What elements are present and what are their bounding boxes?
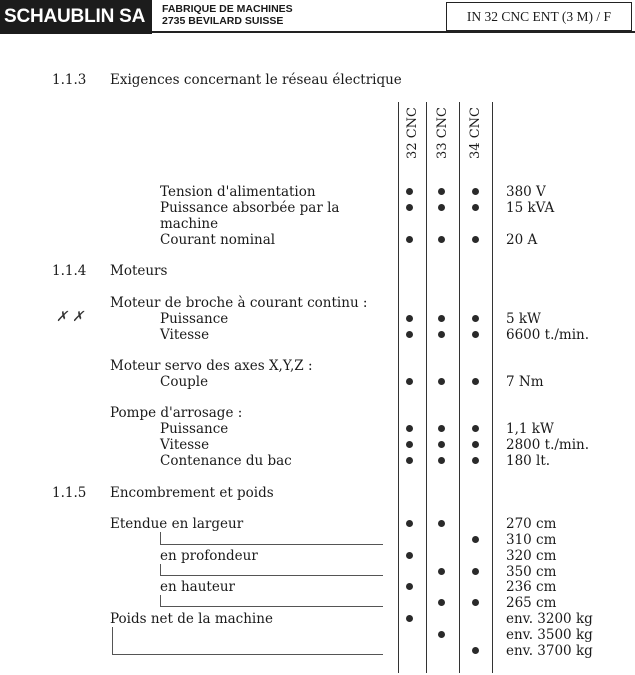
row-value: 6600 t./min. [506, 327, 590, 343]
availability-dot [472, 536, 479, 543]
availability-dot [438, 441, 445, 448]
group-title: Moteur servo des axes X,Y,Z : [110, 358, 313, 374]
section-title: Encombrement et poids [110, 485, 274, 501]
row-label: Puissance [160, 421, 229, 437]
address-line-2: 2735 BEVILARD SUISSE [162, 15, 284, 27]
dimension-bracket [112, 627, 383, 655]
row-value: 320 cm [506, 548, 557, 564]
section-title: Moteurs [110, 263, 168, 279]
group-title: Pompe d'arrosage : [110, 405, 243, 421]
row-label: Courant nominal [160, 232, 276, 248]
availability-dot [438, 568, 445, 575]
company-logo: SCHAUBLIN SA [0, 0, 152, 34]
availability-dot [438, 425, 445, 432]
header-rule [152, 31, 635, 33]
section-number: 1.1.4 [52, 263, 87, 279]
availability-dot [472, 236, 479, 243]
availability-dot [438, 204, 445, 211]
availability-dot [472, 188, 479, 195]
row-label: Puissance absorbée par la [160, 200, 340, 216]
availability-dot [406, 583, 413, 590]
availability-dot [406, 315, 413, 322]
document-reference: IN 32 CNC ENT (3 M) / F [446, 2, 632, 31]
row-value: env. 3500 kg [506, 627, 593, 643]
availability-dot [406, 441, 413, 448]
row-value: 2800 t./min. [506, 437, 590, 453]
availability-dot [406, 615, 413, 622]
availability-dot [438, 457, 445, 464]
row-value: 15 kVA [506, 200, 555, 216]
row-label: Vitesse [160, 327, 210, 343]
row-label: en hauteur [160, 579, 235, 595]
availability-dot [472, 647, 479, 654]
row-value: 180 lt. [506, 453, 551, 469]
availability-dot [438, 378, 445, 385]
availability-dot [438, 599, 445, 606]
handwritten-mark: ✗ ✗ [56, 309, 84, 325]
availability-dot [438, 631, 445, 638]
row-value: 310 cm [506, 532, 557, 548]
availability-dot [406, 457, 413, 464]
row-value: env. 3200 kg [506, 611, 593, 627]
availability-dot [406, 236, 413, 243]
dimension-bracket [160, 595, 383, 607]
section-number: 1.1.5 [52, 485, 87, 501]
availability-dot [472, 204, 479, 211]
row-label: Poids net de la machine [110, 611, 273, 627]
column-label-32cnc: 32 CNC [404, 107, 420, 159]
column-label-34cnc: 34 CNC [467, 107, 483, 159]
address-line-1: FABRIQUE DE MACHINES [162, 3, 293, 15]
availability-dot [406, 378, 413, 385]
row-value: 5 kW [506, 311, 541, 327]
row-value: 350 cm [506, 564, 557, 580]
availability-dot [406, 552, 413, 559]
row-value: 7 Nm [506, 374, 544, 390]
availability-dot [406, 425, 413, 432]
row-label: Puissance [160, 311, 229, 327]
section-title: Exigences concernant le réseau électrique [110, 72, 402, 88]
row-label: machine [160, 216, 219, 232]
column-divider [459, 102, 460, 673]
row-label: en profondeur [160, 548, 258, 564]
availability-dot [472, 315, 479, 322]
row-value: env. 3700 kg [506, 643, 593, 659]
row-value: 236 cm [506, 579, 557, 595]
row-label: Tension d'alimentation [160, 184, 316, 200]
row-value: 380 V [506, 184, 546, 200]
company-address [158, 1, 444, 31]
row-label: Contenance du bac [160, 453, 292, 469]
column-label-33cnc: 33 CNC [434, 107, 450, 159]
availability-dot [472, 331, 479, 338]
dimension-bracket [160, 532, 383, 545]
availability-dot [472, 599, 479, 606]
group-title: Moteur de broche à courant continu : [110, 295, 368, 311]
availability-dot [438, 188, 445, 195]
section-number: 1.1.3 [52, 72, 87, 88]
row-label: Couple [160, 374, 209, 390]
availability-dot [406, 188, 413, 195]
availability-dot [406, 204, 413, 211]
column-divider [492, 102, 493, 673]
row-value: 1,1 kW [506, 421, 554, 437]
availability-dot [406, 520, 413, 527]
row-value: 270 cm [506, 516, 557, 532]
dimension-bracket [160, 564, 383, 576]
column-divider [426, 102, 427, 673]
row-label: Etendue en largeur [110, 516, 244, 532]
availability-dot [472, 568, 479, 575]
availability-dot [472, 441, 479, 448]
availability-dot [472, 457, 479, 464]
availability-dot [438, 236, 445, 243]
row-value: 265 cm [506, 595, 557, 611]
row-value: 20 A [506, 232, 538, 248]
availability-dot [438, 520, 445, 527]
column-divider [398, 102, 399, 673]
availability-dot [438, 315, 445, 322]
availability-dot [472, 425, 479, 432]
row-label: Vitesse [160, 437, 210, 453]
availability-dot [406, 331, 413, 338]
availability-dot [472, 378, 479, 385]
availability-dot [438, 331, 445, 338]
